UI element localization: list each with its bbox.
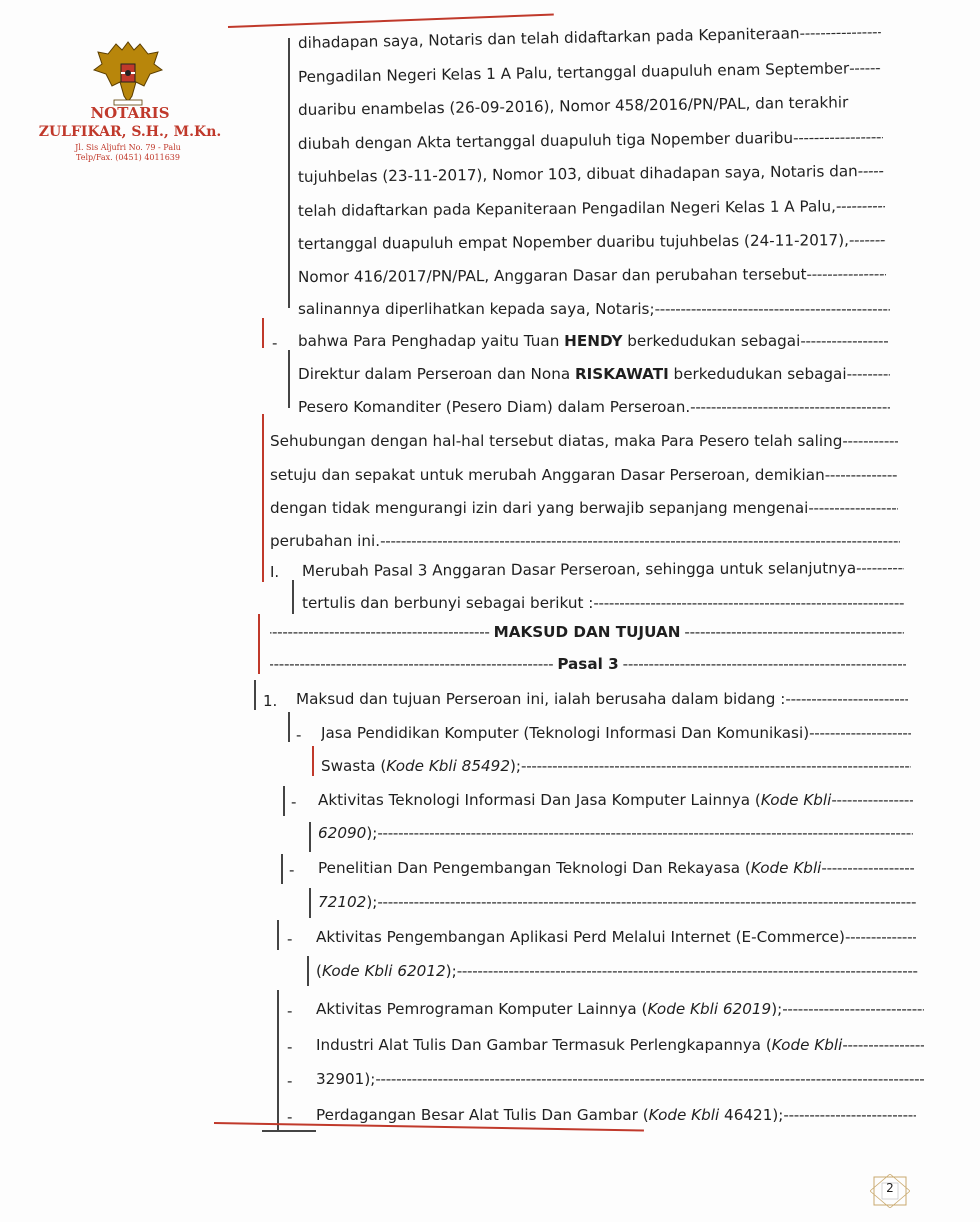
list-item: 62090); ----- [318,820,913,846]
margin-bar-4 [254,680,256,710]
bullet-dash: - [272,334,278,352]
notary-name: ZULFIKAR, S.H., M.Kn. [38,124,222,140]
section-heading: ----- MAKSUD DAN TUJUAN ----- [270,619,904,645]
bullet-dash: - [287,1072,293,1090]
item-number: 1. [263,692,278,710]
bullet-dash: - [291,793,297,811]
margin-bar-3 [292,580,294,614]
list-item: 32901); ----- [316,1066,924,1092]
margin-bar-6 [283,786,285,816]
bullet-dash: - [289,861,295,879]
list-item: Swasta (Kode Kbli 85492); ----- [321,753,911,779]
margin-bar-10 [277,920,279,950]
text-line: duaribu enambelas (26-09-2016), Nomor 458/2016/PN/PAL, dan terakhir [297,93,849,119]
bullet-dash: - [296,726,302,744]
list-item: Aktivitas Pemrograman Komputer Lainnya (Kode Kbli 62019); ----- [316,996,924,1022]
bullet-dash: - [287,1002,293,1020]
list-item: Industri Alat Tulis Dan Gambar Termasuk Perlengkapannya (Kode Kbli ----- [316,1032,924,1058]
text-line: Sehubungan dengan hal-hal tersebut diatas, maka Para Pesero telah saling ----- [270,428,898,454]
bullet-dash: - [287,1038,293,1056]
margin-bar-9 [309,888,311,918]
text-line: Pesero Komanditer (Pesero Diam) dalam Perseroan. ----- [298,394,890,420]
text-line: Nomor 416/2017/PN/PAL, Anggaran Dasar dan perubahan tersebut ----- [298,261,886,290]
list-item: 72102); ----- [318,889,916,915]
margin-red-4 [312,746,314,776]
text-line: salinannya diperlihatkan kepada saya, Notaris; ----- [298,296,890,322]
list-item: Penelitian Dan Pengembangan Teknologi Dan Rekayasa (Kode Kbli ----- [318,855,914,881]
text-line: setuju dan sepakat untuk merubah Anggaran Dasar Perseroan, demikian ----- [270,462,898,488]
page-number: 2 [886,1181,894,1195]
text-line: dihadapan saya, Notaris dan telah didaftarkan pada Kepaniteraan ----- [298,19,881,56]
bullet-dash: - [287,930,293,948]
text-line: tertulis dan berbunyi sebagai berikut : ----- [302,590,904,616]
list-item: Aktivitas Teknologi Informasi Dan Jasa Komputer Lainnya (Kode Kbli ----- [318,787,913,813]
margin-red-3 [258,614,260,674]
text-line: perubahan ini. ----- [270,528,900,554]
garuda-emblem-icon [88,36,168,108]
text-line: telah didaftarkan pada Kepaniteraan Pengadilan Negeri Kelas 1 A Palu, ----- [298,193,885,224]
text-line: Pengadilan Negeri Kelas 1 A Palu, tertanggal duapuluh enam September ----- [298,55,881,90]
text-line: tertanggal duapuluh empat Nopember duaribu tujuhbelas (24-11-2017), ----- [298,227,886,257]
text-line: tujuhbelas (23-11-2017), Nomor 103, dibuat dihadapan saya, Notaris dan ----- [298,158,884,190]
margin-red-1 [262,318,264,348]
bottom-black-stroke [262,1130,316,1132]
list-item: Perdagangan Besar Alat Tulis Dan Gambar (Kode Kbli 46421); ----- [316,1102,916,1128]
party-name-hendy: HENDY [564,332,623,350]
margin-bar-11 [307,956,309,986]
text-line: Direktur dalam Perseroan dan Nona RISKAWATI berkedudukan sebagai ----- [298,361,890,387]
text-line: bahwa Para Penghadap yaitu Tuan HENDY berkedudukan sebagai ----- [298,328,888,354]
margin-bar-5 [288,712,290,742]
margin-bar-8 [281,854,283,884]
party-name-riskawati: RISKAWATI [574,365,669,383]
notary-street: Jl. Sis Aljufri No. 79 - Palu [75,143,181,152]
bullet-dash: - [287,1108,293,1126]
roman-numeral: I. [270,563,280,581]
margin-bar-7 [309,822,311,852]
margin-red-2 [262,414,264,582]
text-line: diubah dengan Akta tertanggal duapuluh tiga Nopember duaribu ----- [298,124,883,157]
text-line: Merubah Pasal 3 Anggaran Dasar Perseroan, sehingga untuk selanjutnya ----- [302,555,904,584]
margin-bar-12 [277,990,279,1130]
text-line: Maksud dan tujuan Perseroan ini, ialah berusaha dalam bidang : ----- [296,686,908,712]
text-line: dengan tidak mengurangi izin dari yang berwajib sepanjang mengenai ----- [270,495,898,521]
margin-bar-1 [288,38,290,308]
list-item: Jasa Pendidikan Komputer (Teknologi Informasi Dan Komunikasi) ----- [321,720,911,746]
notary-title: NOTARIS [90,104,170,122]
list-item: (Kode Kbli 62012); ----- [316,958,918,984]
list-item: Aktivitas Pengembangan Aplikasi Perd Melalui Internet (E-Commerce) ----- [316,924,916,950]
notary-phone: Telp/Fax. (0451) 4011639 [76,153,180,162]
margin-bar-2 [288,350,290,408]
notary-address [58,143,198,163]
pasal-heading: ----- Pasal 3 ----- [270,651,906,677]
